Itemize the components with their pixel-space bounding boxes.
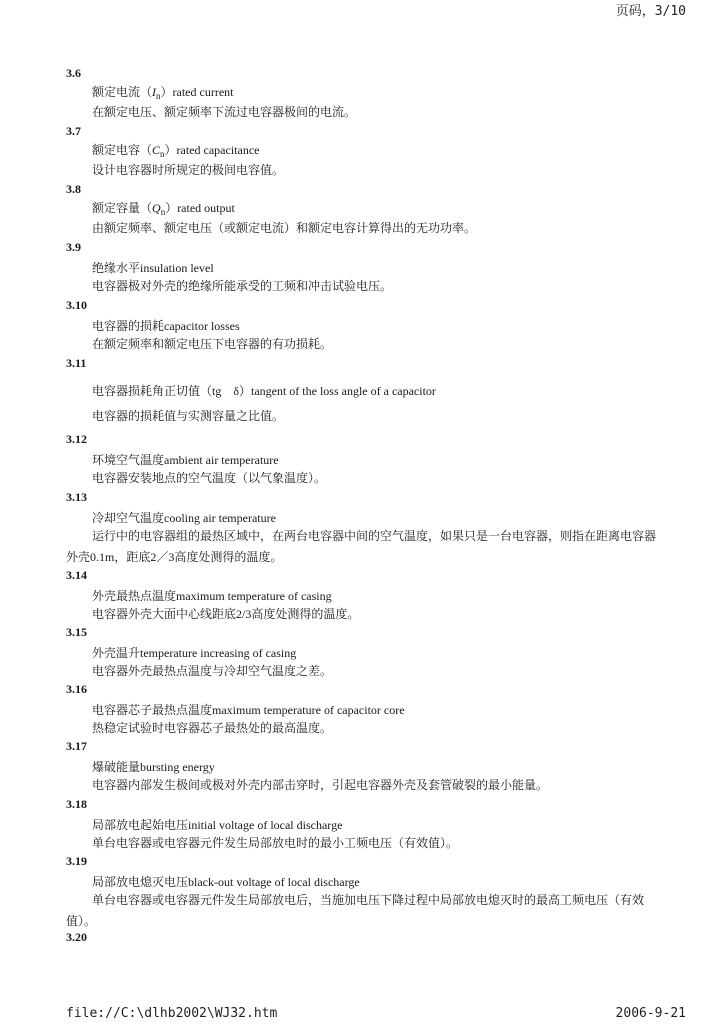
entry-number: 3.7 bbox=[66, 124, 81, 138]
entry-definition: 热稳定试验时电容器芯子最热处的最高温度。 bbox=[92, 721, 333, 735]
entry-term: 额定电流$(I_n)rated$ current bbox=[92, 85, 234, 101]
entry-number: 3.13 bbox=[66, 490, 87, 504]
entry-number: 3.10 bbox=[66, 298, 87, 312]
file-path: file://C:\dlhb2002\WJ32.htm bbox=[66, 1006, 278, 1021]
entry-term: 电容器损耗角正切值（tg δ）tangent of the loss angle of a capacitor bbox=[92, 384, 436, 398]
entry-term: 局部放电熄灭电压black-out voltage of local discharge bbox=[92, 875, 360, 889]
entry-term: 绝缘水平insulation level bbox=[92, 261, 214, 275]
entry-definition: 单台电容器或电容器元件发生局部放电时的最小工频电压（有效值）。 bbox=[92, 836, 459, 850]
entry-definition: 在额定频率和额定电压下电容器的有功损耗。 bbox=[92, 337, 333, 351]
entry-number: 3.16 bbox=[66, 682, 87, 696]
entry-term: 外壳温升temperature increasing of casing bbox=[92, 646, 297, 660]
entry-number: 3.18 bbox=[66, 797, 87, 811]
entry-term: 环境空气温度ambient air temperature bbox=[92, 453, 279, 467]
entry-number: 3.9 bbox=[66, 240, 81, 254]
entry-number: 3.19 bbox=[66, 854, 87, 868]
entry-number: 3.15 bbox=[66, 625, 87, 639]
entry-definition: 电容器外壳最热点温度与冷却空气温度之差。 bbox=[92, 664, 333, 678]
entry-term: 冷却空气温度cooling air temperature bbox=[92, 511, 276, 525]
entry-term: 电容器芯子最热点温度maximum temperature of capacitor core bbox=[92, 703, 405, 717]
entry-definition: 电容器极对外壳的绝缘所能承受的工频和冲击试验电压。 bbox=[92, 279, 393, 293]
entry-number: 3.17 bbox=[66, 739, 87, 753]
entry-definition: 由额定频率、额定电压（或额定电流）和额定电容计算得出的无功功率。 bbox=[92, 221, 477, 235]
entry-number: 3.8 bbox=[66, 182, 81, 196]
entry-term: 外壳最热点温度maximum temperature of casing bbox=[92, 589, 332, 603]
entry-number: 3.20 bbox=[66, 930, 87, 944]
page-number: 页码，3/10 bbox=[615, 4, 686, 19]
entry-term: 额定电容$(C_n)rated$ capacitance bbox=[92, 143, 260, 159]
entry-term: 额定容量$(Q_n)rated$ output bbox=[92, 201, 235, 217]
entry-term: 电容器的损耗capacitor losses bbox=[92, 319, 240, 333]
entry-definition: 电容器的损耗值与实测容量之比值。 bbox=[92, 409, 285, 423]
entry-definition: 在额定电压、额定频率下流过电容器极间的电流。 bbox=[92, 105, 357, 119]
entry-number: 3.11 bbox=[66, 356, 87, 370]
entry-definition: 电容器内部发生极间或极对外壳内部击穿时，引起电容器外壳及套管破裂的最小能量。 bbox=[92, 778, 549, 792]
entry-definition: 电容器外壳大面中心线距底2/3高度处测得的温度。 bbox=[92, 607, 360, 621]
entry-definition: 设计电容器时所规定的极间电容值。 bbox=[92, 163, 285, 177]
entry-number: 3.12 bbox=[66, 432, 87, 446]
entry-number: 3.14 bbox=[66, 568, 87, 582]
entry-definition: 单台电容器或电容器元件发生局部放电后，当施加电压下降过程中局部放电熄灭时的最高工频电压（有效值）。 bbox=[66, 893, 645, 928]
entry-definition: 电容器安装地点的空气温度（以气象温度）。 bbox=[92, 471, 327, 485]
entry-term: 局部放电起始电压initial voltage of local discharge bbox=[92, 818, 343, 832]
print-date: 2006-9-21 bbox=[615, 1006, 686, 1021]
entry-number: 3.6 bbox=[66, 66, 81, 80]
entry-term: 爆破能量bursting energy bbox=[92, 760, 215, 774]
entry-definition: 运行中的电容器组的最热区域中，在两台电容器中间的空气温度，如果只是一台电容器，则指在距离电容器外壳0.1m，距底2／3高度处测得的温度。 bbox=[66, 529, 657, 564]
